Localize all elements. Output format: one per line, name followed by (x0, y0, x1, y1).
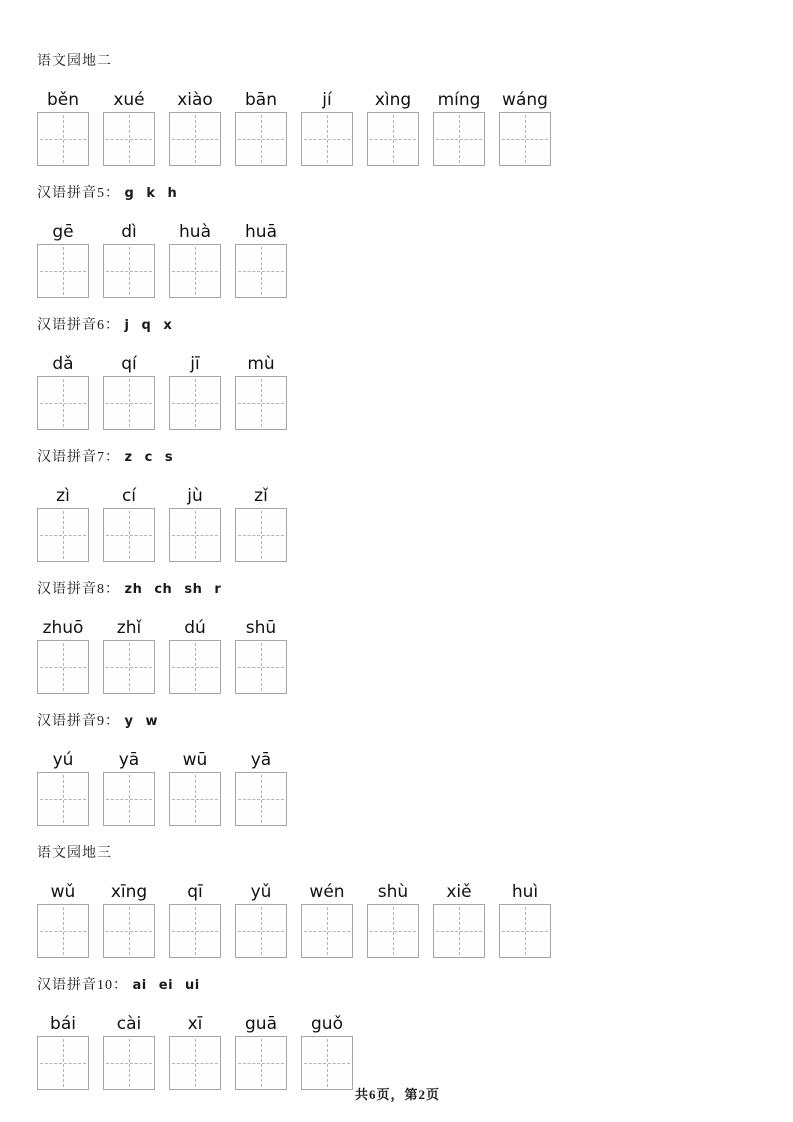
worksheet-section (37, 846, 793, 958)
writing-grid-box (37, 244, 89, 298)
worksheet-section (37, 450, 793, 562)
pinyin-syllable: guā (245, 1014, 277, 1034)
pinyin-syllable: wǔ (50, 882, 76, 902)
syllable-cell (235, 221, 287, 298)
syllable-cell (103, 89, 155, 166)
pinyin-syllable: bān (245, 90, 277, 110)
writing-grid-box (235, 640, 287, 694)
writing-grid-box (169, 244, 221, 298)
section-title-zh: 汉语拼音6： (37, 318, 120, 333)
grid-center-horizontal-dash (106, 271, 152, 272)
writing-grid-box (103, 772, 155, 826)
pinyin-syllable: shù (377, 882, 409, 902)
syllable-cell (103, 617, 155, 694)
pinyin-syllable: jí (322, 90, 332, 110)
syllable-cell (37, 749, 89, 826)
grid-center-horizontal-dash (106, 403, 152, 404)
syllable-row (37, 881, 793, 958)
writing-grid-box (301, 112, 353, 166)
grid-center-horizontal-dash (40, 931, 86, 932)
writing-grid-box (367, 112, 419, 166)
syllable-cell (235, 881, 287, 958)
syllable-cell (433, 89, 485, 166)
pinyin-syllable: gē (52, 222, 74, 242)
pinyin-syllable: zǐ (254, 486, 268, 506)
writing-grid-box (235, 508, 287, 562)
grid-center-horizontal-dash (370, 139, 416, 140)
pinyin-syllable: wén (309, 882, 345, 902)
writing-grid-box (169, 112, 221, 166)
section-title (37, 54, 793, 70)
pinyin-syllable: xìng (374, 90, 412, 110)
syllable-cell (301, 1013, 353, 1090)
writing-grid-box (499, 112, 551, 166)
syllable-cell (37, 1013, 89, 1090)
grid-center-horizontal-dash (106, 1063, 152, 1064)
section-title-zh: 汉语拼音8： (37, 582, 120, 597)
section-title-zh: 语文园地二 (37, 54, 112, 69)
syllable-cell (301, 881, 353, 958)
writing-grid-box (103, 244, 155, 298)
grid-center-horizontal-dash (238, 535, 284, 536)
syllable-cell (103, 353, 155, 430)
writing-grid-box (103, 376, 155, 430)
syllable-row (37, 749, 793, 826)
grid-center-horizontal-dash (172, 931, 218, 932)
syllable-cell (169, 221, 221, 298)
grid-center-horizontal-dash (502, 139, 548, 140)
writing-grid-box (37, 376, 89, 430)
syllable-cell (235, 617, 287, 694)
grid-center-horizontal-dash (40, 535, 86, 536)
grid-center-horizontal-dash (238, 403, 284, 404)
syllable-row (37, 353, 793, 430)
syllable-cell (169, 1013, 221, 1090)
pinyin-syllable: jù (187, 486, 203, 506)
syllable-cell (37, 881, 89, 958)
pinyin-syllable: jī (190, 354, 200, 374)
grid-center-horizontal-dash (304, 139, 350, 140)
writing-grid-box (103, 112, 155, 166)
writing-grid-box (103, 508, 155, 562)
pinyin-syllable: xīng (110, 882, 148, 902)
syllable-row (37, 221, 793, 298)
syllable-cell (499, 89, 551, 166)
section-title (37, 714, 793, 730)
syllable-cell (301, 89, 353, 166)
pinyin-syllable: dǎ (52, 354, 74, 374)
syllable-cell (235, 1013, 287, 1090)
section-title (37, 582, 793, 598)
pinyin-syllable: míng (437, 90, 481, 110)
worksheet-section (37, 318, 793, 430)
worksheet-sections (37, 54, 793, 1090)
syllable-cell (103, 749, 155, 826)
writing-grid-box (367, 904, 419, 958)
pinyin-syllable: zhuō (42, 618, 84, 638)
syllable-row (37, 1013, 793, 1090)
syllable-cell (433, 881, 485, 958)
syllable-cell (235, 749, 287, 826)
section-title-letters: g k h (124, 186, 178, 201)
grid-center-horizontal-dash (304, 1063, 350, 1064)
pinyin-syllable: guǒ (311, 1014, 343, 1034)
syllable-cell (169, 353, 221, 430)
pinyin-syllable: yā (118, 750, 140, 770)
writing-grid-box (37, 112, 89, 166)
syllable-row (37, 89, 793, 166)
pinyin-syllable: xī (187, 1014, 203, 1034)
grid-center-horizontal-dash (106, 139, 152, 140)
pinyin-syllable: yú (52, 750, 74, 770)
worksheet-section (37, 54, 793, 166)
worksheet-section (37, 978, 793, 1090)
grid-center-horizontal-dash (40, 799, 86, 800)
page-number-footer: 共6页，第2页 (355, 1087, 441, 1102)
section-title-zh: 汉语拼音9： (37, 714, 120, 729)
grid-center-horizontal-dash (172, 403, 218, 404)
syllable-cell (37, 617, 89, 694)
writing-grid-box (235, 904, 287, 958)
grid-center-horizontal-dash (40, 1063, 86, 1064)
writing-grid-box (169, 904, 221, 958)
section-title (37, 450, 793, 466)
writing-grid-box (37, 1036, 89, 1090)
grid-center-horizontal-dash (370, 931, 416, 932)
section-title-zh: 汉语拼音10： (37, 978, 128, 993)
writing-grid-box (37, 508, 89, 562)
grid-center-horizontal-dash (172, 535, 218, 536)
section-title-letters: j q x (124, 318, 173, 333)
writing-grid-box (235, 244, 287, 298)
grid-center-horizontal-dash (40, 667, 86, 668)
worksheet-section (37, 714, 793, 826)
syllable-row (37, 617, 793, 694)
grid-center-horizontal-dash (172, 799, 218, 800)
syllable-cell (37, 485, 89, 562)
grid-center-horizontal-dash (238, 271, 284, 272)
grid-center-horizontal-dash (106, 535, 152, 536)
writing-grid-box (37, 772, 89, 826)
grid-center-horizontal-dash (172, 271, 218, 272)
section-title-zh: 汉语拼音5： (37, 186, 120, 201)
writing-grid-box (169, 508, 221, 562)
writing-grid-box (103, 1036, 155, 1090)
writing-grid-box (235, 1036, 287, 1090)
grid-center-horizontal-dash (106, 799, 152, 800)
writing-grid-box (433, 904, 485, 958)
writing-grid-box (103, 640, 155, 694)
syllable-cell (103, 1013, 155, 1090)
pinyin-syllable: huì (511, 882, 539, 902)
pinyin-syllable: zì (56, 486, 70, 506)
syllable-cell (169, 617, 221, 694)
pinyin-syllable: shū (245, 618, 277, 638)
section-title-zh: 汉语拼音7： (37, 450, 120, 465)
writing-grid-box (499, 904, 551, 958)
writing-grid-box (37, 640, 89, 694)
syllable-row (37, 485, 793, 562)
syllable-cell (235, 353, 287, 430)
pinyin-syllable: dú (184, 618, 206, 638)
grid-center-horizontal-dash (40, 271, 86, 272)
syllable-cell (235, 89, 287, 166)
section-title-letters: zh ch sh r (124, 582, 222, 597)
syllable-cell (367, 881, 419, 958)
pinyin-syllable: xué (113, 90, 145, 110)
grid-center-horizontal-dash (172, 139, 218, 140)
pinyin-syllable: yǔ (250, 882, 272, 902)
syllable-cell (103, 485, 155, 562)
section-title-letters: ai ei ui (132, 978, 200, 993)
syllable-cell (235, 485, 287, 562)
grid-center-horizontal-dash (238, 931, 284, 932)
writing-grid-box (235, 112, 287, 166)
syllable-cell (37, 89, 89, 166)
pinyin-syllable: zhǐ (116, 618, 142, 638)
syllable-cell (103, 221, 155, 298)
writing-grid-box (235, 772, 287, 826)
pinyin-syllable: cài (116, 1014, 142, 1034)
writing-grid-box (169, 376, 221, 430)
pinyin-syllable: qí (121, 354, 137, 374)
pinyin-syllable: cí (121, 486, 137, 506)
syllable-cell (499, 881, 551, 958)
grid-center-horizontal-dash (172, 1063, 218, 1064)
writing-grid-box (169, 1036, 221, 1090)
grid-center-horizontal-dash (238, 139, 284, 140)
grid-center-horizontal-dash (172, 667, 218, 668)
pinyin-syllable: dì (121, 222, 137, 242)
grid-center-horizontal-dash (238, 799, 284, 800)
worksheet-section (37, 186, 793, 298)
syllable-cell (367, 89, 419, 166)
syllable-cell (169, 749, 221, 826)
section-title-zh: 语文园地三 (37, 846, 112, 861)
pinyin-syllable: huā (245, 222, 277, 242)
writing-grid-box (301, 904, 353, 958)
syllable-cell (37, 221, 89, 298)
grid-center-horizontal-dash (106, 667, 152, 668)
syllable-cell (169, 89, 221, 166)
syllable-cell (37, 353, 89, 430)
section-title-letters: z c s (124, 450, 174, 465)
pinyin-syllable: yā (250, 750, 272, 770)
pinyin-syllable: wáng (502, 90, 548, 110)
syllable-cell (169, 485, 221, 562)
grid-center-horizontal-dash (238, 667, 284, 668)
pinyin-syllable: wū (182, 750, 208, 770)
grid-center-horizontal-dash (40, 139, 86, 140)
section-title (37, 318, 793, 334)
writing-grid-box (103, 904, 155, 958)
writing-grid-box (37, 904, 89, 958)
pinyin-syllable: běn (46, 90, 80, 110)
pinyin-syllable: xiě (446, 882, 472, 902)
writing-grid-box (433, 112, 485, 166)
grid-center-horizontal-dash (106, 931, 152, 932)
section-title-letters: y w (124, 714, 159, 729)
section-title (37, 186, 793, 202)
grid-center-horizontal-dash (304, 931, 350, 932)
writing-grid-box (235, 376, 287, 430)
writing-grid-box (301, 1036, 353, 1090)
writing-grid-box (169, 772, 221, 826)
section-title (37, 978, 793, 994)
pinyin-syllable: bái (50, 1014, 76, 1034)
worksheet-section (37, 582, 793, 694)
grid-center-horizontal-dash (436, 139, 482, 140)
grid-center-horizontal-dash (40, 403, 86, 404)
pinyin-syllable: mù (247, 354, 275, 374)
grid-center-horizontal-dash (502, 931, 548, 932)
pinyin-syllable: qī (187, 882, 203, 902)
syllable-cell (169, 881, 221, 958)
syllable-cell (103, 881, 155, 958)
writing-grid-box (169, 640, 221, 694)
pinyin-syllable: huà (179, 222, 211, 242)
pinyin-syllable: xiào (177, 90, 213, 110)
section-title (37, 846, 793, 862)
grid-center-horizontal-dash (238, 1063, 284, 1064)
grid-center-horizontal-dash (436, 931, 482, 932)
